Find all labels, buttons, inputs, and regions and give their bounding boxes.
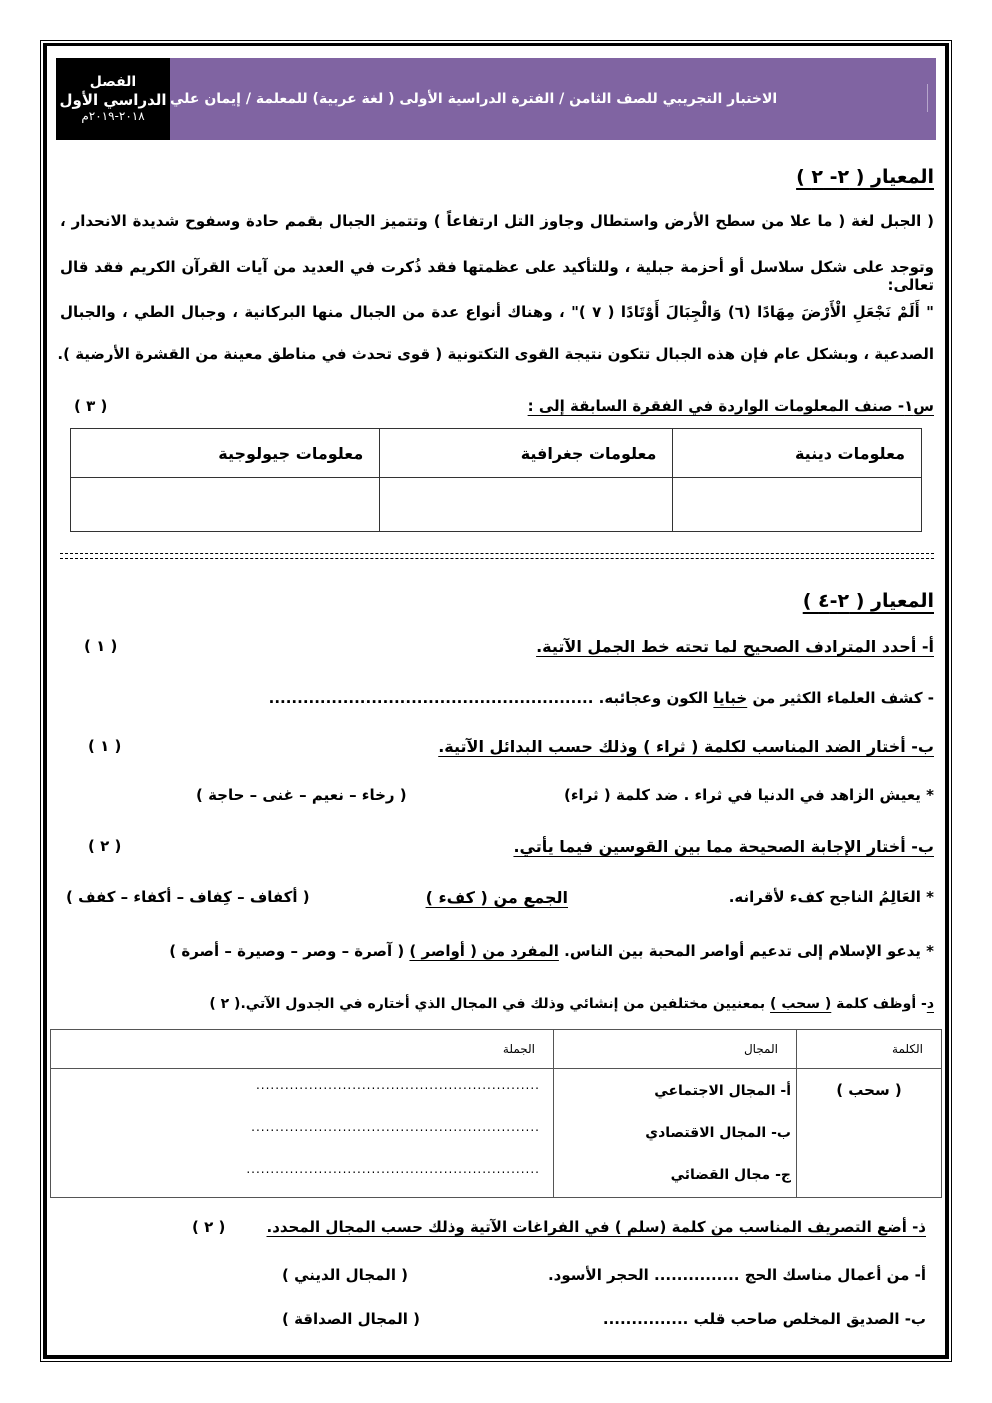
exam-title-bar xyxy=(170,58,936,140)
question-a-text: أ- أحدد المترادف الصحيح لما تحته خط الجمل الآتية. xyxy=(536,637,934,656)
sentence-text: - كشف العلماء الكثير من xyxy=(747,689,934,707)
section-separator xyxy=(60,553,934,559)
question-b2-item-2 xyxy=(60,942,934,960)
title-divider xyxy=(927,84,928,112)
sentence-text: * يدعو الإسلام إلى تدعيم أواصر المحبة بين الناس. xyxy=(558,942,934,960)
question-d-text: - أوظف كلمة xyxy=(831,996,927,1012)
question-dh-item-2 xyxy=(60,1310,926,1328)
term-badge xyxy=(56,58,170,140)
item-1-prompt: الجمع من ( كفء ) xyxy=(425,888,568,907)
criterion-heading-2 xyxy=(60,590,934,612)
question-b1-row xyxy=(60,737,934,756)
underlined-word: خبايا xyxy=(713,689,748,707)
question-b1-text: ب- أختار الضد المناسب لكلمة ( ثراء ) وذلك حسب البدائل الآتية. xyxy=(438,737,934,756)
criterion-heading-1 xyxy=(60,166,934,188)
sentence-text: * العَالِمُ الناجح كفء لأقرانه. xyxy=(728,888,934,906)
answer-options[interactable]: ( آصرة – وصر – وصيرة – أصرة ) xyxy=(169,942,410,960)
word-usage-table xyxy=(50,1029,942,1198)
sentence-blank-2[interactable]: ............................................................ xyxy=(251,1120,540,1134)
paragraph-line-2: وتوجد على شكل سلاسل أو أحزمة جبلية ، وللتأكيد على عظمتها فقد ذُكرت في العديد من آيات القرآن الكريم فقد قال تعالى: xyxy=(60,258,934,294)
target-word: ( سحب ) xyxy=(770,996,832,1012)
paragraph-line-4: الصدعية ، وبشكل عام فإن هذه الجبال تتكون نتيجة القوى التكتونية ( قوى تحدث في مناطق معينة من القشرة الأرضية ). xyxy=(57,345,934,363)
term-line-2: الدراسي الأول xyxy=(59,91,167,110)
word-cell: ( سحب ) xyxy=(797,1069,942,1198)
question-1-text: س١- صنف المعلومات الواردة في الفقرة السابقة إلى : xyxy=(527,397,934,415)
table-body-row xyxy=(51,1069,942,1198)
field-label: ( المجال الديني ) xyxy=(282,1266,409,1284)
answer-cell-religious[interactable] xyxy=(673,478,922,532)
answer-cell-geographic[interactable] xyxy=(380,478,673,532)
question-b2-item-1 xyxy=(60,888,934,906)
criterion-label: المعيار ( ٢-٤ ) xyxy=(802,590,934,612)
question-d-prefix: د xyxy=(926,996,934,1012)
sentence-blank-3[interactable]: ............................................................. xyxy=(246,1162,540,1176)
sentence-with-blank[interactable]: ب- الصديق المخلص صاحب قلب ............... xyxy=(602,1310,926,1328)
header-word: الكلمة xyxy=(797,1030,942,1069)
sentence-text: الكون وعجائبه. xyxy=(593,689,714,707)
answer-options[interactable]: ( أكفاف – كِفاف – أكفاء – كفف ) xyxy=(66,888,310,906)
question-1-row xyxy=(60,397,934,415)
header-sentence: الجملة xyxy=(51,1030,554,1069)
question-b2-text: ب- أختار الإجابة الصحيحة مما بين القوسين فيما يأتي. xyxy=(513,837,934,856)
question-dh-item-1 xyxy=(60,1266,926,1284)
header-geographic-info: معلومات جغرافية xyxy=(380,429,673,478)
question-dh-text: ذ- أضع التصريف المناسب من كلمة (سلم ) في الفراغات الآتية وذلك حسب المجال المحدد. xyxy=(266,1218,926,1236)
answer-cell-geological[interactable] xyxy=(71,478,380,532)
answer-options[interactable]: ( رخاء – نعيم – غنى – حاجة ) xyxy=(196,786,407,804)
header-geological-info: معلومات جيولوجية xyxy=(71,429,380,478)
question-d-row xyxy=(60,996,934,1012)
question-dh-row xyxy=(60,1218,926,1236)
question-dh-score: ( ٢ ) xyxy=(192,1218,226,1236)
header-religious-info: معلومات دينية xyxy=(673,429,922,478)
sentence-text: * يعيش الزاهد في الدنيا في ثراء . ضد كلمة ( ثراء) xyxy=(564,786,934,804)
paragraph-line-1: ( الجبل لغة ( ما علا من سطح الأرض واستطال وجاوز التل ارتفاعاً ) وتتميز الجبال بقمم حادة وسفوح شديدة الانحدار ، xyxy=(60,212,934,230)
exam-header xyxy=(56,58,936,140)
paragraph-line-3: " أَلَمْ نَجْعَلِ الْأَرْضَ مِهَادًا (٦) وَالْجِبَالَ أَوْتَادًا ( ٧ )" ، وهناك أنواع عدة من الجبال منها البركانية ، وجبال الطي ، والجبال xyxy=(60,303,934,321)
item-2-prompt: المفرد من ( أواصر ) xyxy=(409,942,559,960)
answer-blank[interactable]: ......................................................... xyxy=(268,689,594,707)
field-list xyxy=(554,1069,797,1198)
table-header-row xyxy=(71,429,922,478)
question-d-text: بمعنيين مختلفين من إنشائي وذلك في المجال الذي أختاره في الجدول الآتي.( ٢ ) xyxy=(209,996,771,1012)
question-b2-score: ( ٢ ) xyxy=(88,837,122,855)
question-b2-row xyxy=(60,837,934,856)
question-1-score: ( ٣ ) xyxy=(74,397,108,415)
sentence-blanks xyxy=(51,1069,554,1198)
field-label: ( المجال الصداقة ) xyxy=(282,1310,420,1328)
table-header-row xyxy=(51,1030,942,1069)
sentence-blank-1[interactable]: ........................................................... xyxy=(255,1078,540,1092)
answer-row xyxy=(71,478,922,532)
question-a-sentence xyxy=(60,689,934,707)
question-b1-score: ( ١ ) xyxy=(88,737,122,755)
classification-table xyxy=(70,428,922,532)
field-judicial: ج- مجال القضائي xyxy=(670,1167,791,1183)
field-social: أ- المجال الاجتماعي xyxy=(654,1083,791,1099)
criterion-label: المعيار ( ٢- ٢ ) xyxy=(796,166,934,188)
term-year: ٢٠١٨-٢٠١٩م xyxy=(81,109,145,124)
sentence-with-blank[interactable]: أ- من أعمال مناسك الحج ............... الحجر الأسود. xyxy=(547,1266,926,1284)
term-line-1: الفصل xyxy=(89,74,137,91)
field-economic: ب- المجال الاقتصادي xyxy=(645,1125,791,1141)
question-b1-sentence xyxy=(60,786,934,804)
header-field: المجال xyxy=(554,1030,797,1069)
exam-title: الاختبار التجريبي للصف الثامن / الفترة الدراسية الأولى ( لغة عربية) للمعلمة / إيمان علي xyxy=(170,91,778,107)
question-a-row xyxy=(60,637,934,656)
question-a-score: ( ١ ) xyxy=(84,637,118,655)
